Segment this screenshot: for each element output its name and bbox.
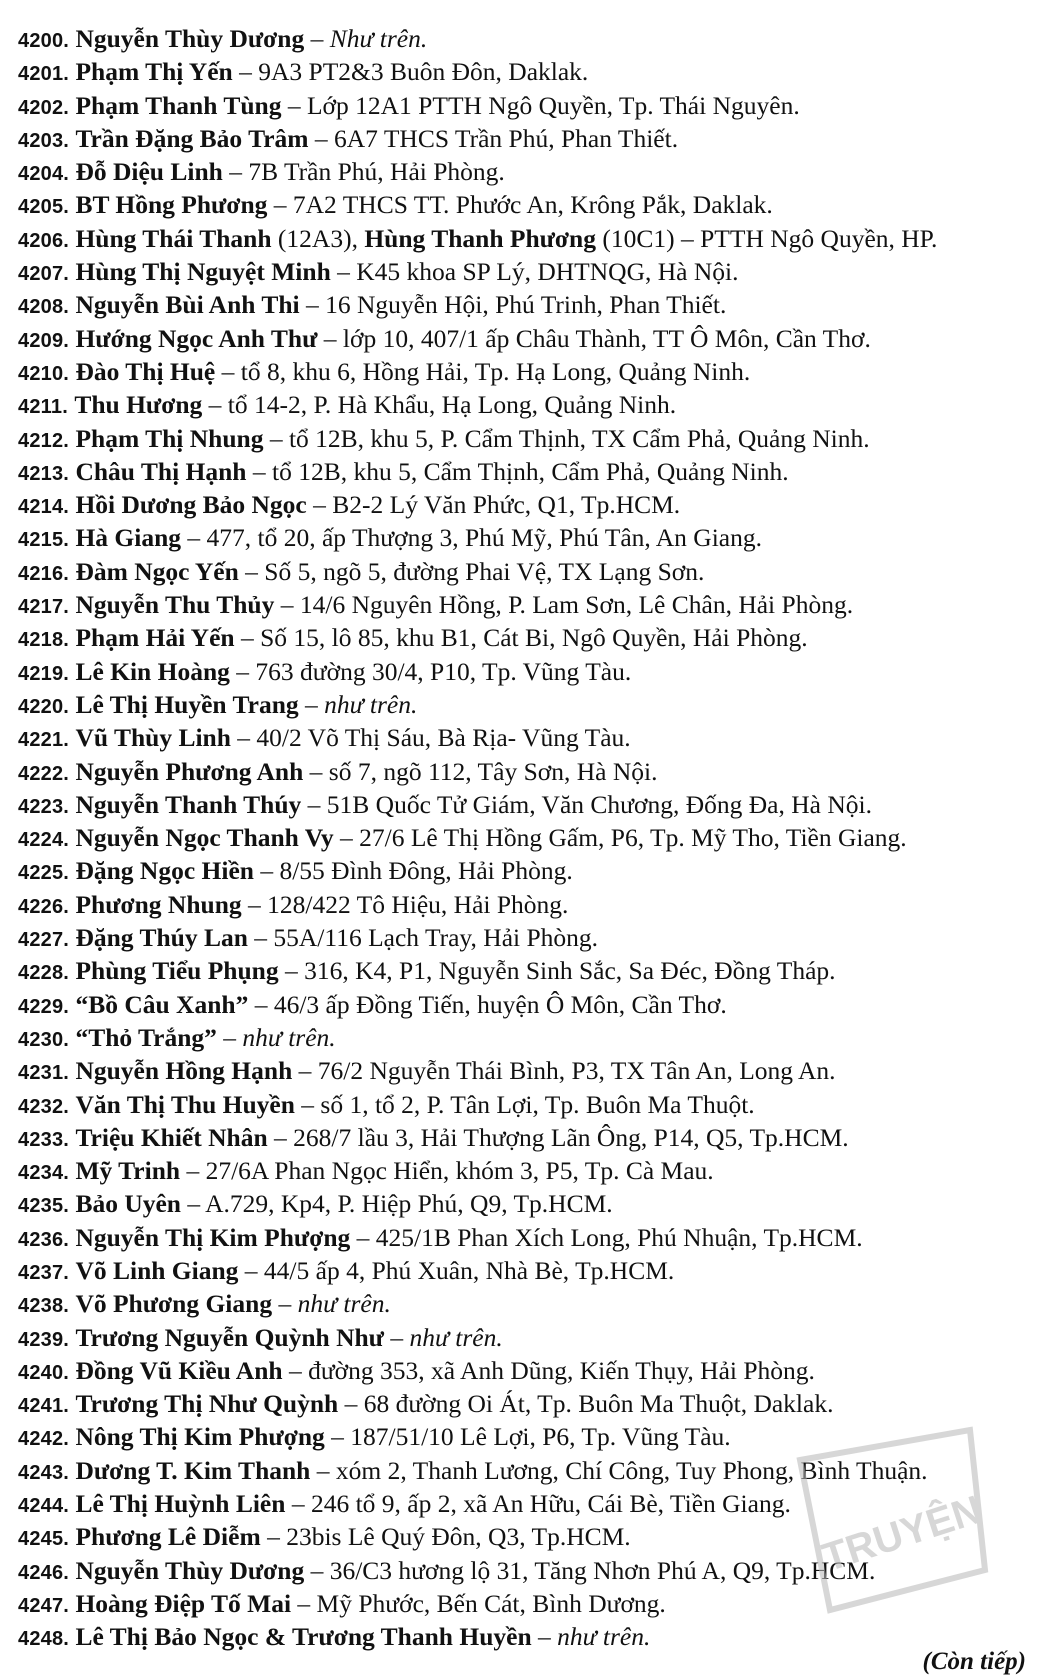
entry-separator: –	[274, 590, 300, 620]
entry-address: tổ 8, khu 6, Hồng Hải, Tp. Hạ Long, Quảng Ninh.	[240, 356, 751, 386]
entry-number: 4201.	[18, 63, 70, 86]
entry-separator: –	[267, 190, 293, 220]
entry-address: như trên.	[297, 1289, 391, 1319]
entry-separator: –	[267, 1122, 294, 1152]
entry-number: 4241.	[18, 1395, 70, 1418]
entry-address: tổ 12B, khu 5, P. Cẩm Thịnh, TX Cẩm Phả, Quảng Ninh.	[288, 423, 870, 453]
entry-separator: –	[216, 1022, 243, 1052]
entry-name: Trương Nguyễn Quỳnh Như	[75, 1322, 384, 1352]
entry-name: Triệu Khiết Nhân	[75, 1122, 268, 1152]
entry-name: Đỗ Diệu Linh	[75, 157, 223, 187]
entry-separator: –	[278, 956, 305, 986]
entry-address: 68 đường Oi Át, Tp. Buôn Ma Thuột, Daklak.	[363, 1389, 834, 1419]
entry-address: 46/3 ấp Đồng Tiến, huyện Ô Môn, Cần Thơ.	[273, 989, 727, 1019]
entry-address: như trên.	[324, 689, 418, 719]
entry-name: Võ Phương Giang	[75, 1289, 273, 1319]
entry-address: 316, K4, P1, Nguyễn Sinh Sắc, Sa Đéc, Đồng Tháp.	[304, 956, 836, 986]
entry-name: Phương Nhung	[75, 889, 242, 919]
entry-address: Số 15, lô 85, khu B1, Cát Bi, Ngô Quyền, Hải Phòng.	[260, 623, 808, 653]
entry-address: 16 Nguyễn Hội, Phú Trinh, Phan Thiết.	[325, 290, 727, 320]
entry-number: 4229.	[18, 995, 70, 1018]
entry-address: tổ 12B, khu 5, Cẩm Thịnh, Cẩm Phả, Quảng Ninh.	[271, 456, 789, 486]
entry-address: 9A3 PT2&3 Buôn Đôn, Daklak.	[258, 57, 589, 87]
entry-separator: –	[272, 1289, 298, 1319]
entry-address: 246 tổ 9, ấp 2, xã An Hữu, Cái Bè, Tiền Giang.	[310, 1489, 791, 1519]
entry-number: 4208.	[18, 296, 70, 319]
entry-address: như trên.	[242, 1022, 336, 1052]
entry-name: Đồng Vũ Kiều Anh	[75, 1355, 283, 1385]
entry-separator: –	[247, 923, 274, 953]
entry-name: Đàm Ngọc Yến	[75, 556, 239, 586]
list-item	[18, 488, 1042, 521]
entry-separator: –	[229, 656, 256, 686]
list-item	[18, 521, 1042, 554]
list-item	[18, 988, 1042, 1021]
entry-separator: –	[181, 1189, 206, 1219]
list-item	[18, 255, 1042, 288]
entry-address: xóm 2, Thanh Lương, Chí Công, Tuy Phong, Bình Thuận.	[335, 1455, 928, 1485]
entry-name: “Thỏ Trắng”	[75, 1022, 217, 1052]
entry-number: 4223.	[18, 795, 70, 818]
list-item	[18, 721, 1042, 754]
entry-number: 4209.	[18, 329, 70, 352]
entry-name: Thu Hương	[74, 390, 203, 420]
entry-number: 4244.	[18, 1495, 70, 1518]
entry-class: (12A3),	[271, 223, 365, 253]
entry-separator: –	[238, 1255, 264, 1285]
entry-separator: –	[531, 1622, 558, 1652]
list-item	[18, 1054, 1042, 1087]
list-item	[18, 1354, 1042, 1387]
entry-number: 4227.	[18, 929, 70, 952]
entry-address: 425/1B Phan Xích Long, Phú Nhuận, Tp.HCM.	[375, 1222, 863, 1252]
entry-number: 4231.	[18, 1062, 70, 1085]
entry-number: 4242.	[18, 1428, 70, 1451]
entry-address: 268/7 lầu 3, Hải Thượng Lãn Ông, P14, Q5, Tp.HCM.	[293, 1122, 849, 1152]
entry-name: Trần Đặng Bảo Trâm	[75, 123, 309, 153]
entry-name: Nguyễn Hồng Hạnh	[75, 1056, 293, 1086]
entry-address: tổ 14-2, P. Hà Khẩu, Hạ Long, Quảng Ninh.	[227, 390, 677, 420]
entry-name: Lê Thị Huỳnh Liên	[75, 1489, 286, 1519]
entry-address: 477, tổ 20, ấp Thượng 3, Phú Mỹ, Phú Tân, An Giang.	[206, 523, 762, 553]
entry-name: Lê Thị Bảo Ngọc & Trương Thanh Huyền	[75, 1622, 532, 1652]
list-item	[18, 821, 1042, 854]
list-item	[18, 555, 1042, 588]
entry-number: 4210.	[18, 362, 70, 385]
watermark-text: TRUYỆN	[817, 1487, 988, 1581]
entry-number: 4204.	[18, 163, 70, 186]
list-item	[18, 89, 1042, 122]
entry-name: Nguyễn Phương Anh	[75, 756, 304, 786]
list-item	[18, 655, 1042, 688]
entry-name: Nguyễn Thị Kim Phượng	[75, 1222, 351, 1252]
entry-separator: –	[180, 1156, 206, 1186]
entry-number: 4212.	[18, 429, 70, 452]
list-item	[18, 854, 1042, 887]
entry-address: Mỹ Phước, Bến Cát, Bình Dương.	[316, 1588, 666, 1618]
entry-name: Nông Thị Kim Phượng	[75, 1422, 325, 1452]
entry-number: 4236.	[18, 1228, 70, 1251]
entry-number: 4247.	[18, 1594, 70, 1617]
entry-address: như trên.	[557, 1622, 651, 1652]
entry-number: 4233.	[18, 1128, 70, 1151]
list-item	[18, 1321, 1042, 1354]
entry-separator: –	[291, 1588, 317, 1618]
entry-address: 6A7 THCS Trần Phú, Phan Thiết.	[334, 123, 679, 153]
entry-address: số 1, tổ 2, P. Tân Lợi, Tp. Buôn Ma Thuột.	[320, 1089, 755, 1119]
entry-address: Như trên.	[329, 24, 428, 53]
list-item	[18, 688, 1042, 721]
entry-separator: –	[338, 1389, 364, 1419]
list-item	[18, 588, 1042, 621]
entry-number: 4228.	[18, 962, 70, 985]
list-item	[18, 755, 1042, 788]
entry-number: 4243.	[18, 1461, 70, 1484]
entry-number: 4232.	[18, 1095, 70, 1118]
entry-name: Hồi Dương Bảo Ngọc	[75, 490, 307, 520]
list-item	[18, 1021, 1042, 1054]
entry-separator: –	[324, 1422, 351, 1452]
list-item	[18, 1187, 1042, 1220]
list-item	[18, 155, 1042, 188]
entry-name: Hùng Thái Thanh	[75, 223, 272, 253]
entry-number: 4222.	[18, 762, 70, 785]
entry-separator: –	[282, 1355, 309, 1385]
entry-address: 27/6 Lê Thị Hồng Gấm, P6, Tp. Mỹ Tho, Tiền Giang.	[359, 823, 907, 853]
entry-number: 4230.	[18, 1028, 70, 1051]
entry-name: Nguyễn Thu Thủy	[75, 590, 275, 620]
entry-number: 4216.	[18, 562, 70, 585]
list-item	[18, 222, 1042, 255]
entry-address: đường 353, xã Anh Dũng, Kiến Thụy, Hải Phòng.	[308, 1355, 815, 1385]
entry-separator: –	[215, 356, 241, 386]
list-item	[18, 888, 1042, 921]
entry-separator: –	[238, 556, 265, 586]
list-item	[18, 1254, 1042, 1287]
entry-separator: –	[181, 523, 207, 553]
entry-name: Vũ Thùy Linh	[75, 723, 231, 753]
list-item	[18, 188, 1042, 221]
list-item	[18, 22, 1042, 55]
entry-name: Hoàng Điệp Tố Mai	[75, 1588, 292, 1618]
entry-separator: –	[202, 390, 228, 420]
entry-name: Trương Thị Như Quỳnh	[75, 1389, 339, 1419]
entry-name: Phùng Tiểu Phụng	[75, 956, 279, 986]
entry-address: 7B Trần Phú, Hải Phòng.	[248, 157, 505, 187]
entry-separator: –	[350, 1222, 376, 1252]
entry-separator: –	[234, 623, 261, 653]
entry-number: 4245.	[18, 1528, 70, 1551]
list-item	[18, 1121, 1042, 1154]
entry-number: 4235.	[18, 1195, 70, 1218]
entry-address: 76/2 Nguyễn Thái Bình, P3, TX Tân An, Long An.	[317, 1056, 836, 1086]
entry-class-second: (10C1)	[595, 223, 675, 253]
entry-number: 4238.	[18, 1295, 70, 1318]
entry-address: 187/51/10 Lê Lợi, P6, Tp. Vũng Tàu.	[350, 1422, 731, 1452]
entry-name: Mỹ Trinh	[75, 1156, 181, 1186]
list-item	[18, 1287, 1042, 1320]
entry-name: Phạm Thị Yến	[75, 57, 233, 87]
entry-address: Lớp 12A1 PTTH Ngô Quyền, Tp. Thái Nguyên.	[306, 90, 800, 120]
entry-address: B2-2 Lý Văn Phức, Q1, Tp.HCM.	[332, 490, 681, 520]
list-item	[18, 1154, 1042, 1187]
entry-separator: –	[304, 24, 330, 53]
entry-number: 4202.	[18, 96, 70, 119]
entry-separator: –	[222, 157, 249, 187]
entry-separator: –	[230, 723, 257, 753]
entry-address: PTTH Ngô Quyền, HP.	[700, 223, 938, 253]
entry-name: Bảo Uyên	[75, 1189, 181, 1219]
entry-address: như trên.	[409, 1322, 503, 1352]
entry-separator: –	[301, 789, 327, 819]
entry-separator: –	[383, 1322, 410, 1352]
entry-separator: –	[308, 123, 334, 153]
entry-address: 27/6A Phan Ngọc Hiển, khóm 3, P5, Tp. Cà Mau.	[205, 1156, 714, 1186]
entry-number: 4246.	[18, 1561, 70, 1584]
entry-address: 763 đường 30/4, P10, Tp. Vũng Tàu.	[255, 656, 632, 686]
entry-name: Nguyễn Thanh Thúy	[75, 789, 302, 819]
entry-number: 4240.	[18, 1361, 70, 1384]
entry-separator: –	[241, 889, 268, 919]
entry-separator: –	[292, 1056, 318, 1086]
entry-address: 14/6 Nguyên Hồng, P. Lam Sơn, Lê Chân, Hải Phòng.	[299, 590, 854, 620]
entry-address: Số 5, ngõ 5, đường Phai Vệ, TX Lạng Sơn.	[264, 556, 705, 586]
entry-number: 4220.	[18, 695, 70, 718]
list-item	[18, 55, 1042, 88]
entry-separator: –	[281, 90, 307, 120]
entry-number: 4207.	[18, 263, 70, 286]
list-item	[18, 788, 1042, 821]
entry-number: 4218.	[18, 629, 70, 652]
entry-name: Phạm Thanh Tùng	[75, 90, 282, 120]
entry-name: Hùng Thị Nguyệt Minh	[75, 257, 331, 287]
entry-separator: –	[303, 756, 329, 786]
entry-address: 8/55 Đình Đông, Hải Phòng.	[279, 856, 573, 886]
entry-name: Lê Thị Huyền Trang	[75, 689, 299, 719]
entry-name: Lê Kin Hoàng	[75, 656, 230, 686]
entry-name: Nguyễn Ngọc Thanh Vy	[75, 823, 334, 853]
entry-number: 4239.	[18, 1328, 70, 1351]
entry-separator: –	[310, 1455, 336, 1485]
continued-note: (Còn tiếp)	[922, 1648, 1026, 1675]
entry-name: Nguyễn Thùy Dương	[75, 1555, 305, 1585]
entry-number: 4205.	[18, 196, 70, 219]
entry-name: Đặng Thúy Lan	[75, 923, 248, 953]
entry-separator: –	[294, 1089, 321, 1119]
entry-number: 4211.	[18, 396, 68, 419]
entry-name: Hà Giang	[75, 523, 181, 553]
entry-number: 4213.	[18, 462, 70, 485]
entry-address: lớp 10, 407/1 ấp Châu Thành, TT Ô Môn, Cần Thơ.	[342, 323, 871, 353]
watermark-logo	[770, 1400, 1010, 1640]
list-item	[18, 621, 1042, 654]
entry-number: 4237.	[18, 1261, 70, 1284]
list-item	[18, 1088, 1042, 1121]
entry-name: Nguyễn Bùi Anh Thi	[75, 290, 300, 320]
entry-number: 4248.	[18, 1628, 70, 1651]
entry-separator: –	[253, 856, 280, 886]
entry-number: 4221.	[18, 729, 70, 752]
entry-address: 55A/116 Lạch Tray, Hải Phòng.	[273, 923, 599, 953]
entry-number: 4200.	[18, 30, 70, 52]
entry-address: 23bis Lê Quý Đôn, Q3, Tp.HCM.	[286, 1522, 631, 1552]
entry-number: 4225.	[18, 862, 70, 885]
entry-number: 4234.	[18, 1162, 70, 1185]
entry-separator: –	[304, 1555, 330, 1585]
entry-address: 44/5 ấp 4, Phú Xuân, Nhà Bè, Tp.HCM.	[263, 1255, 675, 1285]
entry-address: 36/C3 hương lộ 31, Tăng Nhơn Phú A, Q9, Tp.HCM.	[329, 1555, 876, 1585]
entry-number: 4206.	[18, 229, 70, 252]
entry-address: 51B Quốc Tử Giám, Văn Chương, Đống Đa, Hà Nội.	[326, 789, 872, 819]
list-item	[18, 388, 1042, 421]
entry-separator: –	[317, 323, 343, 353]
list-item	[18, 422, 1042, 455]
entry-separator: –	[260, 1522, 287, 1552]
entry-name-second: Hùng Thanh Phương	[364, 223, 596, 253]
list-item	[18, 122, 1042, 155]
entry-name: Đào Thị Huệ	[75, 356, 216, 386]
list-item	[18, 1221, 1042, 1254]
entry-name: Võ Linh Giang	[75, 1255, 239, 1285]
entry-name: Văn Thị Thu Huyền	[75, 1089, 295, 1119]
entry-name: Phạm Hải Yến	[75, 623, 235, 653]
list-item	[18, 322, 1042, 355]
entry-separator: –	[333, 823, 360, 853]
entry-separator: –	[298, 689, 325, 719]
entry-address: K45 khoa SP Lý, DHTNQG, Hà Nội.	[356, 257, 739, 287]
entry-name: Nguyễn Thùy Dương	[75, 24, 305, 53]
entry-name: Phương Lê Diễm	[75, 1522, 261, 1552]
entry-number: 4214.	[18, 496, 70, 519]
entry-name: BT Hồng Phương	[75, 190, 268, 220]
list-item	[18, 954, 1042, 987]
entry-separator: –	[232, 57, 259, 87]
entry-separator: –	[263, 423, 289, 453]
entry-separator: –	[330, 257, 357, 287]
list-item	[18, 455, 1042, 488]
entry-name: Đặng Ngọc Hiền	[75, 856, 254, 886]
entry-name: Phạm Thị Nhung	[75, 423, 264, 453]
entry-separator: –	[246, 456, 272, 486]
entry-name: “Bồ Câu Xanh”	[75, 989, 249, 1019]
entry-address: A.729, Kp4, P. Hiệp Phú, Q9, Tp.HCM.	[205, 1189, 613, 1219]
entry-separator: –	[285, 1489, 311, 1519]
entry-name: Hướng Ngọc Anh Thư	[75, 323, 318, 353]
entry-number: 4217.	[18, 596, 70, 619]
entry-number: 4226.	[18, 895, 70, 918]
entry-name: Châu Thị Hạnh	[75, 456, 247, 486]
entry-address: số 7, ngõ 112, Tây Sơn, Hà Nội.	[328, 756, 658, 786]
entry-separator: –	[306, 490, 333, 520]
entry-address: 128/422 Tô Hiệu, Hải Phòng.	[267, 889, 569, 919]
list-item	[18, 921, 1042, 954]
entry-separator: –	[248, 989, 274, 1019]
entry-separator: –	[299, 290, 326, 320]
list-item	[18, 355, 1042, 388]
entry-separator: –	[674, 223, 701, 253]
entry-number: 4219.	[18, 662, 70, 685]
entry-number: 4203.	[18, 129, 70, 152]
list-item	[18, 288, 1042, 321]
entry-address: 40/2 Võ Thị Sáu, Bà Rịa- Vũng Tàu.	[256, 723, 631, 753]
entry-name: Dương T. Kim Thanh	[75, 1455, 311, 1485]
entry-number: 4224.	[18, 829, 70, 852]
entry-address: 7A2 THCS TT. Phước An, Krông Pắk, Daklak.	[292, 190, 773, 220]
entry-number: 4215.	[18, 529, 70, 552]
